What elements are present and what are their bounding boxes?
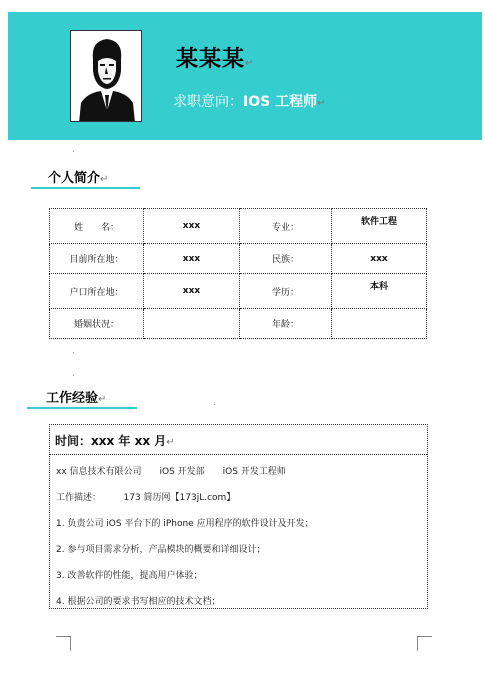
job-intention <box>173 91 325 111</box>
table-row <box>50 309 427 339</box>
table-cell-label: 目前所在地： <box>50 244 144 274</box>
table-cell-label: 学历： <box>240 274 332 309</box>
job-intention-value: IOS 工程师 <box>243 94 318 110</box>
table-cell-value: 软件工程 <box>332 209 427 244</box>
table-cell-value: xxx <box>144 274 240 309</box>
paragraph-mark-icon: ↵ <box>245 58 255 69</box>
table-cell-label: 姓 名： <box>50 209 144 244</box>
table-cell-value: 本科 <box>332 274 427 309</box>
profile-section-title <box>48 167 108 186</box>
paragraph-mark-icon: ↵ <box>100 174 109 185</box>
experience-separator <box>50 454 427 455</box>
table-cell-label: 婚姻状况： <box>50 309 144 339</box>
experience-section-title <box>46 387 106 406</box>
paragraph-dot: . <box>72 346 75 355</box>
page-corner-mark <box>417 636 432 651</box>
paragraph-mark-icon: ↵ <box>317 98 326 109</box>
table-cell-label: 户口所在地： <box>50 274 144 309</box>
experience-title-text: 工作经验 <box>46 391 99 406</box>
experience-time-text: 时间：xxx 年 xx 月 <box>55 434 167 448</box>
table-row <box>50 244 427 274</box>
experience-duty-4: 4. 根据公司的要求书写相应的技术文档； <box>56 597 221 607</box>
experience-description-line: 工作描述： 173 简历网【173jL.com】 <box>56 493 236 503</box>
paragraph-mark-icon: ↵ <box>98 394 107 405</box>
experience-box <box>49 424 428 609</box>
table-cell-value <box>144 309 240 339</box>
page-corner-mark <box>56 636 71 651</box>
table-cell-label: 专业： <box>240 209 332 244</box>
paragraph-dot: . <box>72 369 75 378</box>
profile-title-text: 个人简介 <box>48 171 101 186</box>
experience-section-underline <box>27 407 137 409</box>
paragraph-dot: . <box>213 398 216 407</box>
experience-duty-3: 3. 改善软件的性能，提高用户体验； <box>56 571 203 581</box>
table-cell-value <box>332 309 427 339</box>
experience-company-line: xx 信息技术有限公司 iOS 开发部 iOS 开发工程师 <box>56 467 286 477</box>
candidate-name <box>176 42 254 73</box>
paragraph-mark-icon: ↵ <box>166 437 175 448</box>
table-cell-value: xxx <box>144 209 240 244</box>
profile-table <box>49 208 427 339</box>
table-row <box>50 209 427 244</box>
portrait-image <box>71 31 142 122</box>
experience-duty-1: 1. 负责公司 iOS 平台下的 iPhone 应用程序的软件设计及开发； <box>56 519 314 529</box>
paragraph-dot: . <box>72 145 75 154</box>
table-row <box>50 274 427 309</box>
job-intention-label: 求职意向： <box>173 94 243 110</box>
portrait-photo <box>70 30 142 122</box>
table-cell-value: xxx <box>332 244 427 274</box>
table-cell-label: 民族： <box>240 244 332 274</box>
candidate-name-text: 某某某 <box>176 47 246 72</box>
table-cell-label: 年龄： <box>240 309 332 339</box>
experience-duty-2: 2. 参与项目需求分析，产品模块的概要和详细设计； <box>56 545 266 555</box>
profile-section-underline <box>31 187 140 189</box>
experience-time <box>55 432 175 449</box>
table-cell-value: xxx <box>144 244 240 274</box>
